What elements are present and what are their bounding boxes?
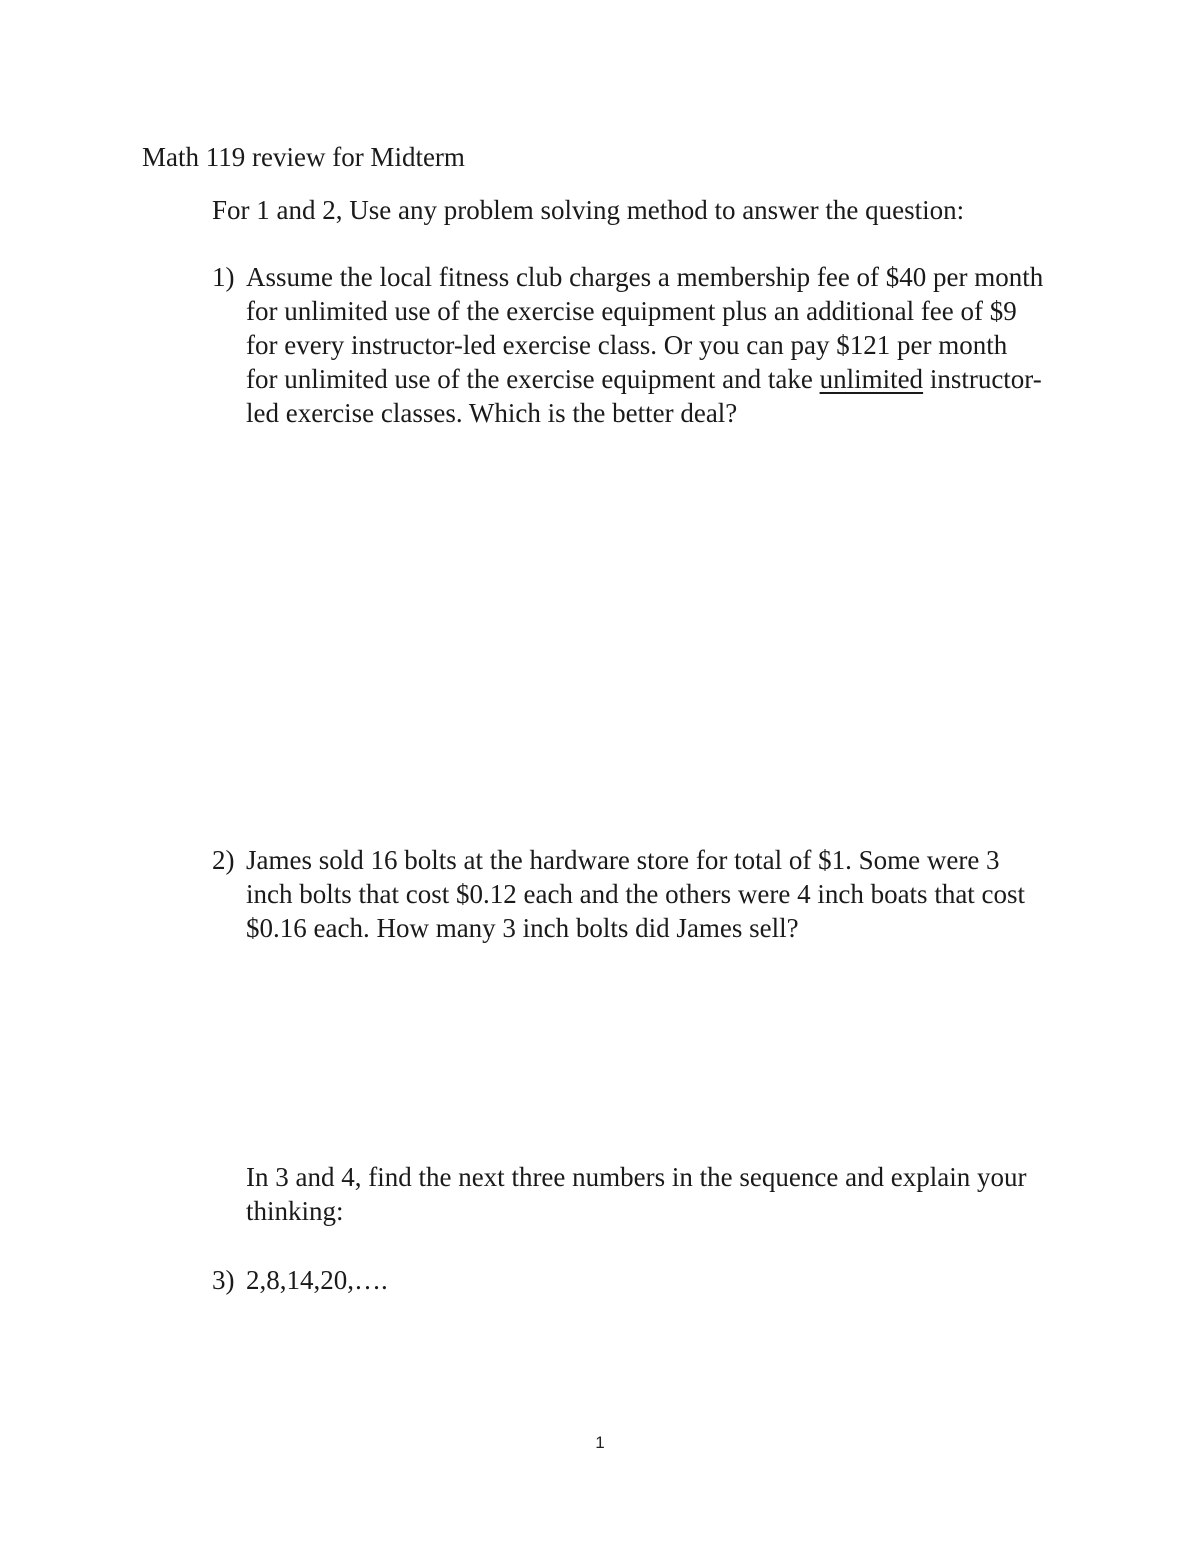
page-title: Math 119 review for Midterm (142, 142, 465, 172)
question-2-line: inch bolts that cost $0.12 each and the others were 4 inch boats that cost (246, 879, 1026, 909)
question-1-text (246, 260, 1076, 430)
question-3-text: 2,8,14,20,…. (246, 1265, 388, 1295)
instructions-questions-3-4 (246, 1160, 1076, 1228)
question-1-line4-end: instructor- (923, 364, 1042, 394)
instructions-3-4-line: thinking: (246, 1196, 344, 1226)
question-1-line4-start: for unlimited use of the exercise equipment and take (246, 364, 820, 394)
question-2-number: 2) (212, 845, 235, 875)
question-1-line: for every instructor-led exercise class. Or you can pay $121 per month (246, 330, 1008, 360)
question-2-line: $0.16 each. How many 3 inch bolts did James sell? (246, 913, 799, 943)
question-1-line: Assume the local fitness club charges a membership fee of $40 per month (246, 262, 1044, 292)
question-2-line: James sold 16 bolts at the hardware store for total of $1. Some were 3 (246, 845, 1000, 875)
question-2-text (246, 843, 1076, 945)
instructions-questions-1-2: For 1 and 2, Use any problem solving method to answer the question: (212, 195, 965, 225)
page-number: 1 (595, 1433, 605, 1452)
question-1-number: 1) (212, 262, 235, 292)
underlined-word-unlimited: unlimited (819, 364, 924, 394)
question-1-line: led exercise classes. Which is the better deal? (246, 398, 738, 428)
question-3-number: 3) (212, 1265, 235, 1295)
question-1-line (246, 362, 1076, 396)
instructions-3-4-line: In 3 and 4, find the next three numbers in the sequence and explain your (246, 1162, 1027, 1192)
question-1-line: for unlimited use of the exercise equipment plus an additional fee of $9 (246, 296, 1017, 326)
